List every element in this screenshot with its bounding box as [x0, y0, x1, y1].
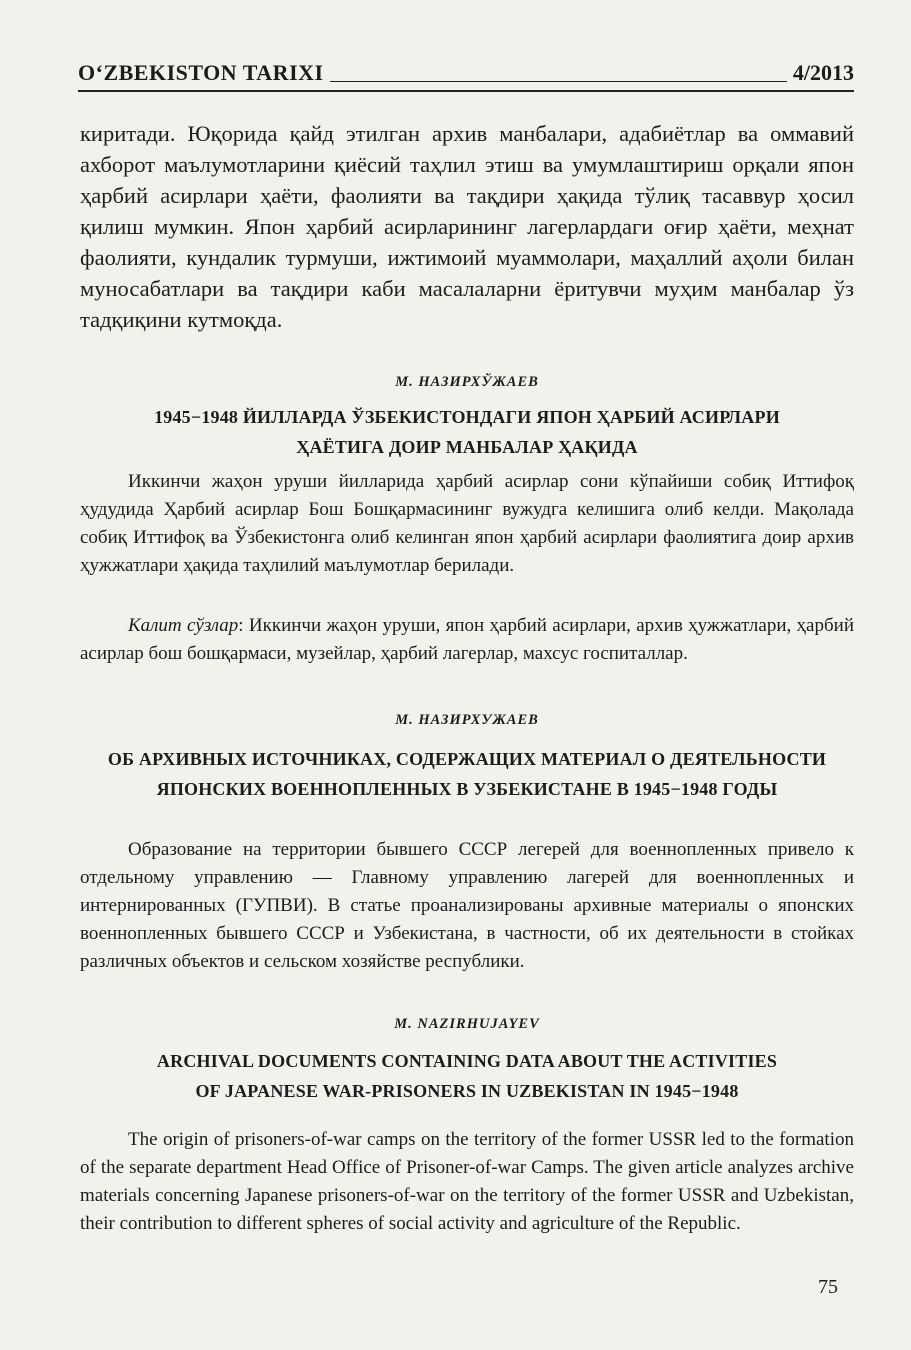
header-rule: [330, 81, 787, 82]
abstract-uz: Иккинчи жаҳон уруши йилларида ҳарбий асирлар сони кўпайиши собиқ Иттифоқ ҳудудида Ҳарбий асирлар Бош Бошқармасининг вужудга келишига олиб келди. Мақолада собиқ Иттифоқ ва Ўзбекистонга олиб келинган япон ҳарбий асирлари фаолиятига доир архив ҳужжатлари ҳақида таҳлилий маълумотлар берилади.: [80, 471, 854, 576]
page-number: 75: [818, 1276, 838, 1298]
keywords-label: Калит сўзлар: [128, 615, 239, 636]
author-uz: М. НАЗИРХЎЖАЕВ: [395, 374, 539, 390]
running-header: [78, 56, 854, 92]
title-uz: [80, 402, 854, 462]
title-en-line2: OF JAPANESE WAR-PRISONERS IN UZBEKISTAN IN 1945−1948: [195, 1081, 739, 1101]
title-en: [80, 1046, 854, 1106]
title-uz-line2: ҲАЁТИГА ДОИР МАНБАЛАР ҲАҚИДА: [296, 437, 638, 457]
title-ru: [80, 744, 854, 804]
abstract-ru: Образование на территории бывшего СССР легерей для военнопленных привело к отдельному управлению — Главному управлению лагерей для военнопленных и интернированных (ГУПВИ). В статье проанализированы архивные материалы о японских военнопленных бывшего СССР и Узбекистана, в частности, об их деятельности в стойках различных объектов и сельском хозяйстве республики.: [80, 839, 854, 972]
keywords-text: : Иккинчи жаҳон уруши, япон ҳарбий асирлари, архив ҳужжатлари, ҳарбий асирлар бош бошқармаси, музейлар, ҳарбий лагерлар, махсус госпиталлар.: [80, 615, 854, 664]
author-ru: М. НАЗИРХУЖАЕВ: [395, 712, 539, 728]
author-en: M. NAZIRHUJAYEV: [394, 1016, 540, 1032]
keywords-uz: [80, 612, 854, 668]
issue-number: 4/2013: [792, 60, 854, 85]
title-uz-line1: 1945−1948 ЙИЛЛАРДА ЎЗБЕКИСТОНДАГИ ЯПОН ҲАРБИЙ АСИРЛАРИ: [154, 407, 780, 427]
abstract-en: The origin of prisoners-of-war camps on the territory of the former USSR led to the formation of the separate department Head Office of Prisoner-of-war Camps. The given article analyzes archive materials concerning Japanese prisoners-of-war on the territory of the former USSR and Uzbekistan, their contribution to different spheres of social activity and agriculture of the Republic.: [80, 1129, 854, 1234]
title-ru-line2: ЯПОНСКИХ ВОЕННОПЛЕННЫХ В УЗБЕКИСТАНЕ В 1945−1948 ГОДЫ: [156, 779, 778, 799]
title-ru-line1: ОБ АРХИВНЫХ ИСТОЧНИКАХ, СОДЕРЖАЩИХ МАТЕРИАЛ О ДЕЯТЕЛЬНОСТИ: [107, 749, 827, 769]
journal-title: O‘ZBEKISTON TARIXI: [78, 60, 324, 85]
title-en-line1: ARCHIVAL DOCUMENTS CONTAINING DATA ABOUT THE ACTIVITIES: [156, 1051, 778, 1071]
intro-paragraph: киритади. Юқорида қайд этилган архив манбалари, адабиётлар ва оммавий ахборот маълумотларини қиёсий таҳлил этиш ва умумлаштириш орқали япон ҳарбий асирлари ҳаёти, фаолияти ва тақдири ҳақида тўлиқ тасаввур ҳосил қилиш мумкин. Япон ҳарбий асирларининг лагерлардаги оғир ҳаёти, меҳнат фаолияти, кундалик турмуши, ижтимоий муаммолари, маҳаллий аҳоли билан муносабатлари ва тақдири каби масалаларни ёритувчи муҳим манбалар ўз тадқиқини кутмоқда.: [80, 121, 854, 332]
